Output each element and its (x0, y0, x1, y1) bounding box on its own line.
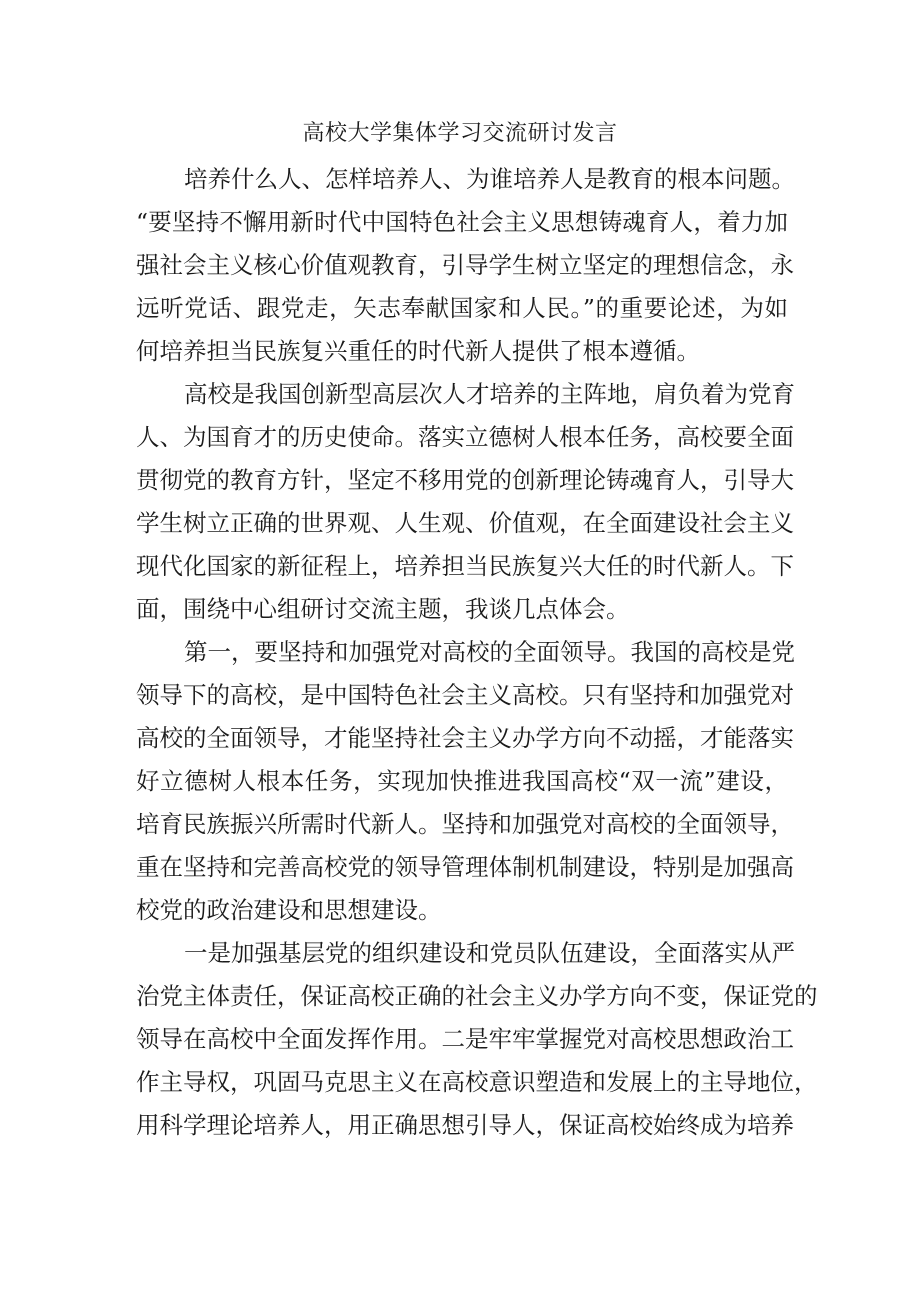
paragraph-line: 何培养担当民族复兴重任的时代新人提供了根本遵循。 (136, 337, 700, 365)
paragraph-line: 现代化国家的新征程上，培养担当民族复兴大任的时代新人。下 (136, 552, 794, 580)
paragraph-line: 培育民族振兴所需时代新人。坚持和加强党对高校的全面领导， (136, 810, 794, 838)
paragraph-line: 校党的政治建设和思想建设。 (136, 896, 442, 924)
paragraph-line: 强社会主义核心价值观教育，引导学生树立坚定的理想信念，永 (136, 251, 794, 279)
paragraph-line: 重在坚持和完善高校党的领导管理体制机制建设，特别是加强高 (136, 853, 794, 881)
paragraph-line: 一是加强基层党的组织建设和党员队伍建设，全面落实从严 (184, 939, 795, 967)
paragraph-line: 第一，要坚持和加强党对高校的全面领导。我国的高校是党 (184, 638, 795, 666)
paragraph-line: 贯彻党的教育方针，坚定不移用党的创新理论铸魂育人，引导大 (136, 466, 794, 494)
paragraph-line: 高校是我国创新型高层次人才培养的主阵地，肩负着为党育 (184, 380, 795, 408)
paragraph-line: 领导在高校中全面发挥作用。二是牢牢掌握党对高校思想政治工 (136, 1025, 794, 1053)
paragraph-line: 用科学理论培养人，用正确思想引导人，保证高校始终成为培养 (136, 1111, 794, 1139)
paragraph-line: 人、为国育才的历史使命。落实立德树人根本任务，高校要全面 (136, 423, 794, 451)
paragraph-line: 面，围绕中心组研讨交流主题，我谈几点体会。 (136, 595, 630, 623)
paragraph-line: 培养什么人、怎样培养人、为谁培养人是教育的根本问题。 (184, 165, 795, 193)
document-title: 高校大学集体学习交流研讨发言 (302, 121, 618, 146)
paragraph-line: “要坚持不懈用新时代中国特色社会主义思想铸魂育人，着力加 (136, 208, 788, 236)
paragraph-line: 好立德树人根本任务，实现加快推进我国高校“双一流”建设， (136, 767, 788, 795)
paragraph-line: 作主导权，巩固马克思主义在高校意识塑造和发展上的主导地位， (136, 1068, 818, 1096)
paragraph-line: 治党主体责任，保证高校正确的社会主义办学方向不变，保证党的 (136, 982, 818, 1010)
paragraph-line: 高校的全面领导，才能坚持社会主义办学方向不动摇，才能落实 (136, 724, 794, 752)
paragraph-line: 远听党话、跟党走，矢志奉献国家和人民。”的重要论述，为如 (136, 294, 788, 322)
paragraph-line: 领导下的高校，是中国特色社会主义高校。只有坚持和加强党对 (136, 681, 794, 709)
paragraph-line: 学生树立正确的世界观、人生观、价值观，在全面建设社会主义 (136, 509, 794, 537)
